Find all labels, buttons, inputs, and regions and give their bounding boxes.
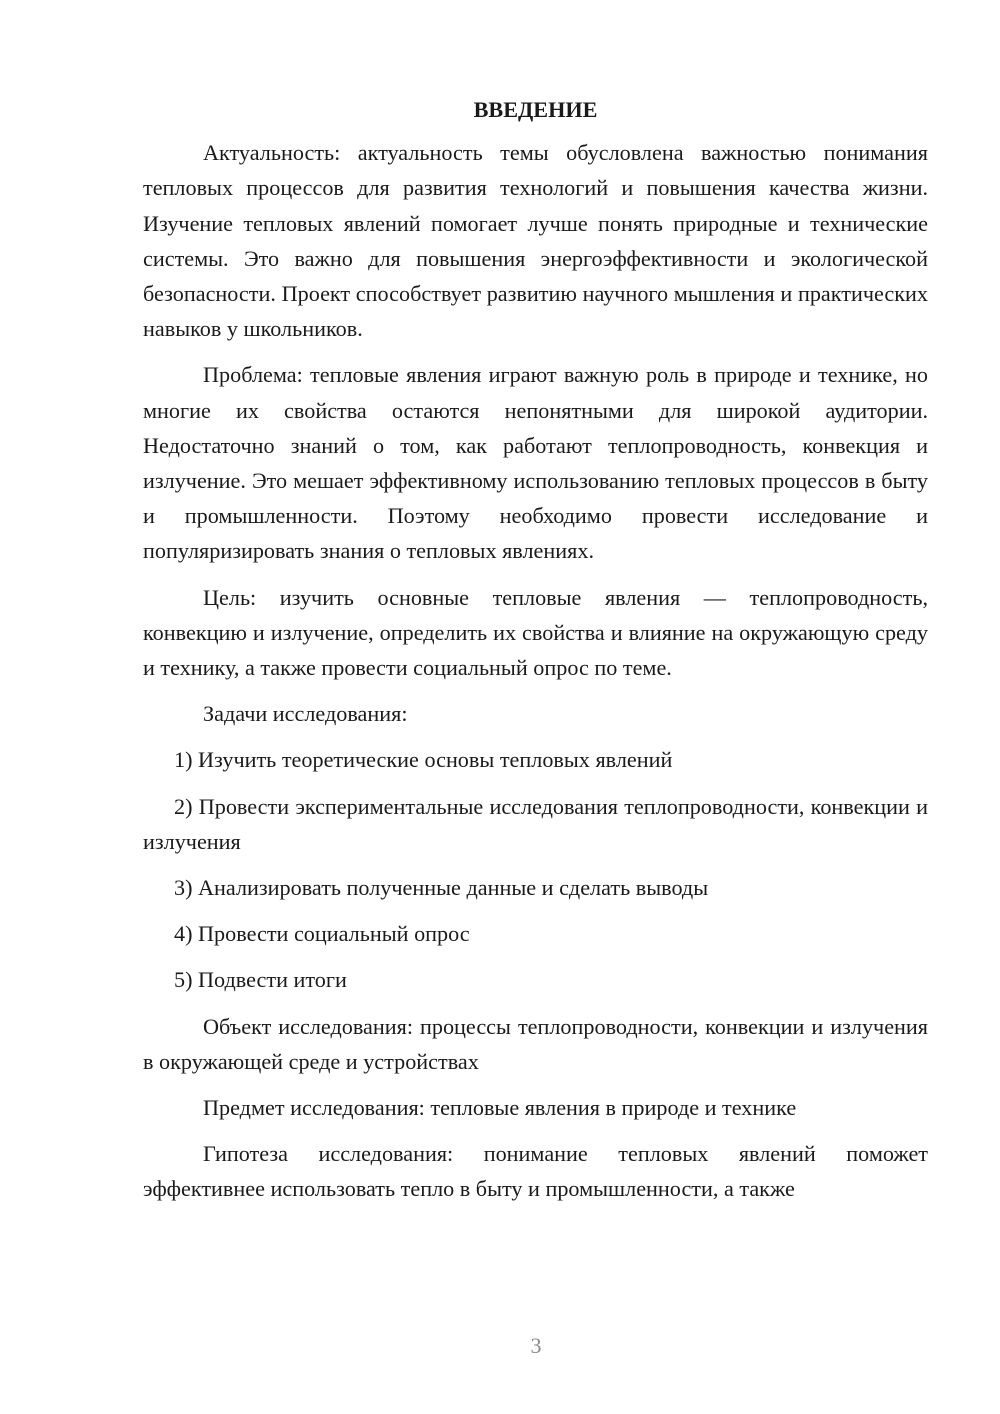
page-content <box>143 92 928 1218</box>
task-item: 3) Анализировать полученные данные и сделать выводы <box>174 875 709 901</box>
goal-paragraph: Цель: изучить основные тепловые явления — теплопроводность, конвекцию и излучение, определить их свойства и влияние на окружающую среду и технику, а также провести социальный опрос по теме. <box>143 584 928 681</box>
task-item: 2) Провести экспериментальные исследования теплопроводности, конвекции и излучения <box>143 793 928 854</box>
research-object-paragraph: Объект исследования: процессы теплопроводности, конвекции и излучения в окружающей среде и устройствах <box>143 1013 928 1074</box>
relevance-paragraph: Актуальность: актуальность темы обусловлена важностью понимания тепловых процессов для развития технологий и повышения качества жизни. Изучение тепловых явлений помогает лучше понять природные и технические системы. Это важно для повышения энергоэффективности и экологической безопасности. Проект способствует развитию научного мышления и практических навыков у школьников. <box>143 140 928 342</box>
page-number: 3 <box>530 1333 542 1358</box>
task-item: 1) Изучить теоретические основы тепловых явлений <box>174 747 673 773</box>
task-item: 5) Подвести итоги <box>174 967 347 993</box>
tasks-heading: Задачи исследования: <box>203 701 408 727</box>
problem-paragraph: Проблема: тепловые явления играют важную роль в природе и технике, но многие их свойства остаются непонятными для широкой аудитории. Недостаточно знаний о том, как работают теплопроводность, конвекция и излучение. Это мешает эффективному использованию тепловых процессов в быту и промышленности. Поэтому необходимо провести исследование и популяризировать знания о тепловых явлениях. <box>143 362 928 564</box>
task-item: 4) Провести социальный опрос <box>174 921 470 947</box>
research-subject-paragraph: Предмет исследования: тепловые явления в природе и технике <box>203 1095 797 1121</box>
hypothesis-paragraph: Гипотеза исследования: понимание тепловых явлений поможет эффективнее использовать тепло в быту и промышленности, а также <box>143 1141 928 1202</box>
section-title: ВВЕДЕНИЕ <box>473 97 598 122</box>
